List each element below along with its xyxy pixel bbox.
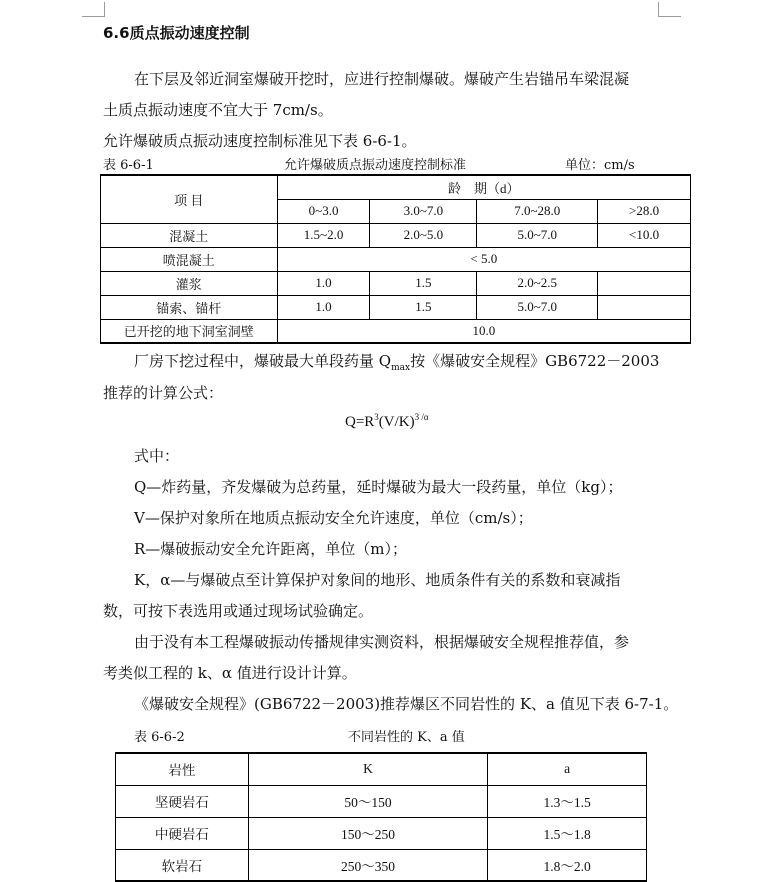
table-cell: 1.0 — [277, 271, 370, 295]
age-col: 0~3.0 — [277, 199, 370, 223]
rock-coefficient-table — [115, 752, 647, 882]
paragraph-4-line-1: 由于没有本工程爆破振动传播规律实测资料，根据爆破安全规程推荐值，参 — [134, 633, 630, 651]
age-col: 3.0~7.0 — [370, 199, 477, 223]
page-corner-mark-left — [82, 2, 105, 17]
row-name: 灌浆 — [101, 271, 278, 295]
table-cell: 5.0~7.0 — [477, 295, 598, 319]
formula-part: Q=R — [345, 414, 375, 430]
table1-label: 表 6-6-1 — [103, 158, 154, 173]
table1-unit: 单位：cm/s — [565, 158, 635, 173]
formula-exponent: 3 — [374, 412, 379, 422]
row-name: 锚索、锚杆 — [101, 295, 278, 319]
subscript: max — [391, 363, 411, 373]
header-cell: a — [488, 753, 647, 785]
paragraph-1-line-2: 土质点振动速度不宜大于 7cm/s。 — [103, 101, 333, 119]
table-cell — [598, 271, 691, 295]
table-row — [116, 849, 647, 881]
table-cell: 2.0~2.5 — [477, 271, 598, 295]
table1-title: 允许爆破质点振动速度控制标准 — [284, 158, 467, 173]
definition-r: R—爆破振动安全允许距离，单位（m）； — [134, 540, 408, 558]
paragraph-4-line-2: 考类似工程的 k、α 值进行设计计算。 — [103, 664, 357, 682]
paragraph-3-line-2: 推荐的计算公式： — [103, 384, 224, 402]
vibration-standard-table — [100, 174, 691, 344]
table-cell: 2.0~5.0 — [370, 223, 477, 247]
row-name: 混凝土 — [101, 223, 278, 247]
where-label: 式中： — [134, 447, 180, 465]
table-header-row — [116, 753, 647, 785]
table-row — [101, 295, 691, 319]
table-cell: <10.0 — [598, 223, 691, 247]
table-cell-merged: 10.0 — [277, 319, 690, 343]
table-row — [116, 785, 647, 817]
formula — [345, 412, 429, 431]
table-cell: 1.5 — [370, 271, 477, 295]
formula-part: (V/K) — [378, 414, 415, 430]
header-cell: K — [248, 753, 488, 785]
table-cell: 150～250 — [248, 817, 488, 849]
table-cell: 50～150 — [248, 785, 488, 817]
table2-label: 表 6-6-2 — [134, 730, 185, 745]
table-cell: 1.3～1.5 — [488, 785, 647, 817]
section-title: 6.6质点振动速度控制 — [103, 24, 250, 42]
table-cell: 坚硬岩石 — [116, 785, 249, 817]
table-header-row — [101, 175, 691, 199]
definition-k-line-1: K，α—与爆破点至计算保护对象间的地形、地质条件有关的系数和衰减指 — [134, 571, 621, 589]
table2-title: 不同岩性的 K、a 值 — [348, 730, 465, 745]
table-cell-merged: < 5.0 — [277, 247, 690, 271]
text-segment: 按《爆破安全规程》GB6722－2003 — [410, 352, 660, 370]
table-cell: 250～350 — [248, 849, 488, 881]
table-row — [101, 223, 691, 247]
table-row — [101, 271, 691, 295]
row-name: 喷混凝土 — [101, 247, 278, 271]
table-cell: 1.8～2.0 — [488, 849, 647, 881]
header-item: 项 目 — [101, 175, 278, 223]
definition-v: V—保护对象所在地质点振动安全允许速度，单位（cm/s）； — [134, 509, 533, 527]
header-age: 龄 期（d） — [277, 175, 690, 199]
table-cell: 1.5 — [370, 295, 477, 319]
page-corner-mark-right — [658, 2, 681, 17]
paragraph-5: 《爆破安全规程》(GB6722－2003)推荐爆区不同岩性的 K、a 值见下表 6-7-1。 — [134, 695, 679, 713]
table-row — [116, 817, 647, 849]
table-cell: 软岩石 — [116, 849, 249, 881]
paragraph-3-line-1 — [134, 350, 659, 373]
formula-exponent: 3 /α — [414, 412, 429, 422]
table-cell — [598, 295, 691, 319]
table-cell: 1.5～1.8 — [488, 817, 647, 849]
text-segment: 厂房下挖过程中，爆破最大单段药量 Q — [134, 352, 392, 370]
table-row — [101, 247, 691, 271]
table-cell: 1.5~2.0 — [277, 223, 370, 247]
paragraph-1-line-1: 在下层及邻近洞室爆破开挖时，应进行控制爆破。爆破产生岩锚吊车梁混凝 — [134, 70, 630, 88]
age-col: 7.0~28.0 — [477, 199, 598, 223]
paragraph-2: 允许爆破质点振动速度控制标准见下表 6-6-1。 — [103, 132, 417, 150]
table-cell: 5.0~7.0 — [477, 223, 598, 247]
row-name: 已开挖的地下洞室洞壁 — [101, 319, 278, 343]
table-cell: 中硬岩石 — [116, 817, 249, 849]
definition-k-line-2: 数，可按下表选用或通过现场试验确定。 — [103, 602, 374, 620]
definition-q: Q—炸药量，齐发爆破为总药量，延时爆破为最大一段药量，单位（kg）； — [134, 478, 623, 496]
table-cell: 1.0 — [277, 295, 370, 319]
age-col: >28.0 — [598, 199, 691, 223]
table-row — [101, 319, 691, 343]
header-cell: 岩性 — [116, 753, 249, 785]
